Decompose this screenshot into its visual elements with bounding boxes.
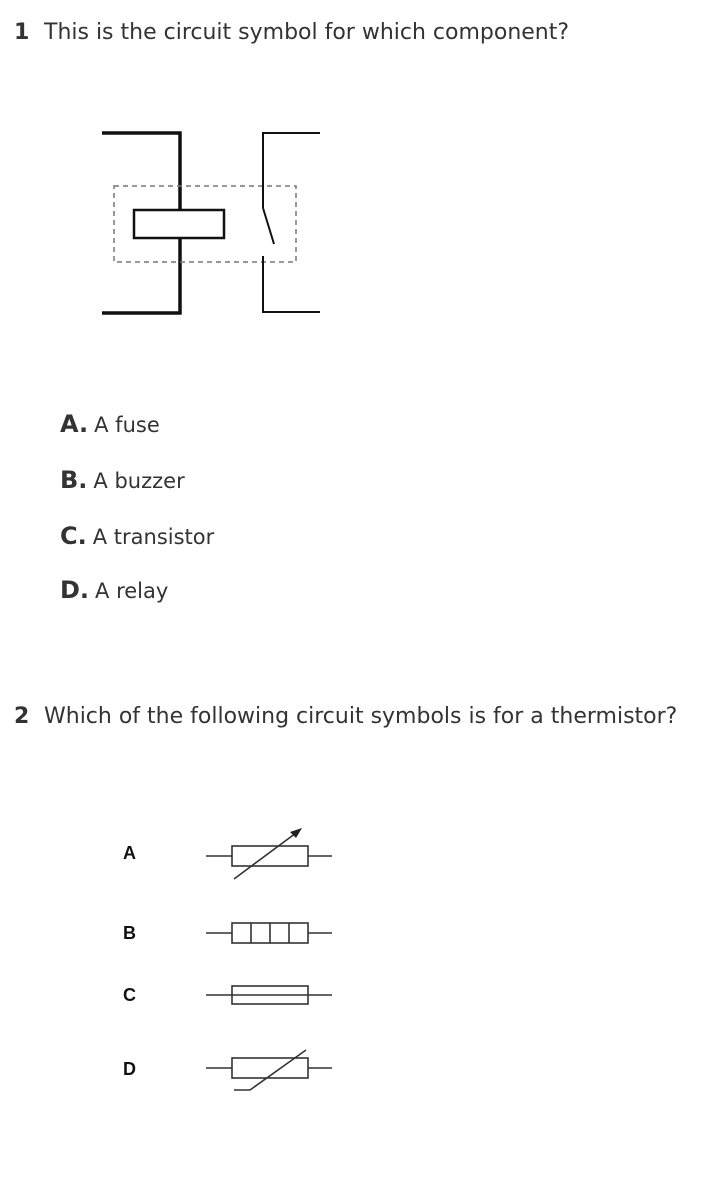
thermistor-symbol: [204, 1044, 336, 1094]
relay-symbol-diagram: [98, 128, 324, 318]
segmented-component-symbol: [204, 916, 336, 950]
symbol-b-label: B: [123, 923, 136, 943]
option-d-letter: D.: [60, 576, 90, 604]
option-b-text: A buzzer: [93, 469, 185, 493]
option-a-text: A fuse: [94, 413, 160, 437]
option-d[interactable]: [60, 576, 168, 605]
option-d-text: A relay: [95, 579, 169, 603]
symbol-a-label: A: [123, 843, 136, 863]
option-a-letter: A.: [60, 410, 89, 438]
symbol-c-label: C: [123, 985, 136, 1005]
question-1-text: This is the circuit symbol for which component?: [44, 20, 570, 45]
option-a[interactable]: [60, 410, 160, 439]
question-2-text: Which of the following circuit symbols is for a thermistor?: [44, 704, 678, 729]
question-1-number: 1: [14, 20, 30, 45]
symbol-d-label: D: [123, 1059, 136, 1079]
question-2-number: 2: [14, 704, 30, 729]
option-b[interactable]: [60, 466, 185, 495]
option-c-letter: C.: [60, 522, 87, 550]
option-b-letter: B.: [60, 466, 88, 494]
variable-resistor-symbol: [204, 822, 336, 882]
option-c-text: A transistor: [92, 525, 215, 549]
fuse-symbol: [204, 978, 336, 1012]
question-1-heading: [14, 18, 569, 48]
option-c[interactable]: [60, 522, 214, 551]
question-2-heading: [14, 702, 677, 732]
